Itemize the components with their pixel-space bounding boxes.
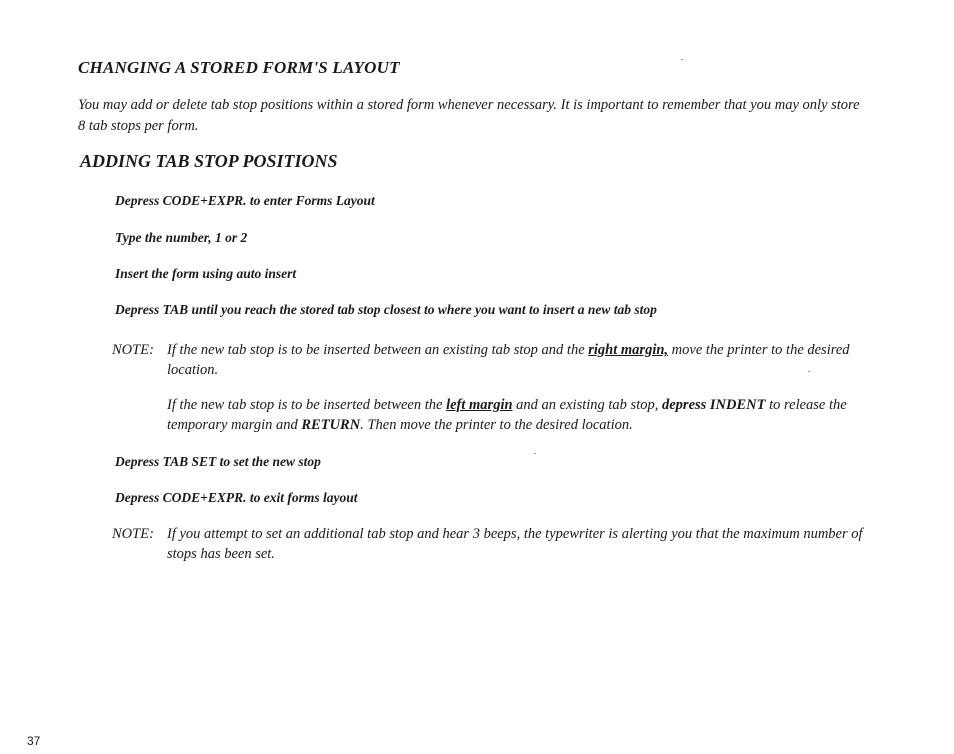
scan-speck: [681, 59, 683, 60]
para-text-mid2: to release the temporary margin and: [167, 397, 847, 433]
note-text: If you attempt to set an additional tab stop and hear 3 beeps, the typewriter is alerting you that the maximum number of stops has been set.: [167, 526, 863, 562]
step-enter-forms-layout: Depress CODE+EXPR. to enter Forms Layout: [115, 193, 375, 208]
note-label: NOTE:: [112, 526, 154, 542]
left-margin-term: left margin: [446, 397, 513, 413]
indent-instruction: depress INDENT: [661, 397, 766, 413]
scan-speck: [808, 371, 810, 372]
step-tab-set: Depress TAB SET to set the new stop: [115, 454, 321, 469]
para-text-mid: and an existing tab stop,: [512, 397, 662, 413]
note-left-margin-paragraph: [167, 395, 872, 435]
page-number: 37: [27, 734, 41, 748]
step-insert-form: Insert the form using auto insert: [115, 266, 297, 281]
para-text-after: . Then move the printer to the desired location.: [360, 417, 633, 433]
step-type-number: Type the number, 1 or 2: [115, 230, 248, 245]
note-max-stops: [112, 524, 872, 564]
note-text-after: move the printer to the desired location.: [167, 342, 850, 378]
note-label: NOTE:: [112, 342, 154, 358]
step-depress-tab: Depress TAB until you reach the stored tab stop closest to where you want to insert a new tab stop: [115, 302, 657, 317]
right-margin-term: right margin,: [588, 342, 669, 358]
step-exit-forms-layout: Depress CODE+EXPR. to exit forms layout: [115, 490, 358, 505]
note-text: [167, 340, 872, 380]
note-right-margin: [112, 340, 872, 380]
return-key-term: RETURN: [301, 417, 361, 433]
subsection-heading: ADDING TAB STOP POSITIONS: [80, 151, 338, 171]
scan-speck: [534, 453, 536, 454]
section-heading: CHANGING A STORED FORM'S LAYOUT: [78, 58, 400, 77]
intro-paragraph: You may add or delete tab stop positions within a stored form whenever necessary. It is important to remember that you may only store 8 tab stops per form.: [78, 97, 860, 134]
note-text-before: If the new tab stop is to be inserted between an existing tab stop and the: [167, 342, 589, 358]
para-text-before: If the new tab stop is to be inserted between the: [167, 397, 447, 413]
